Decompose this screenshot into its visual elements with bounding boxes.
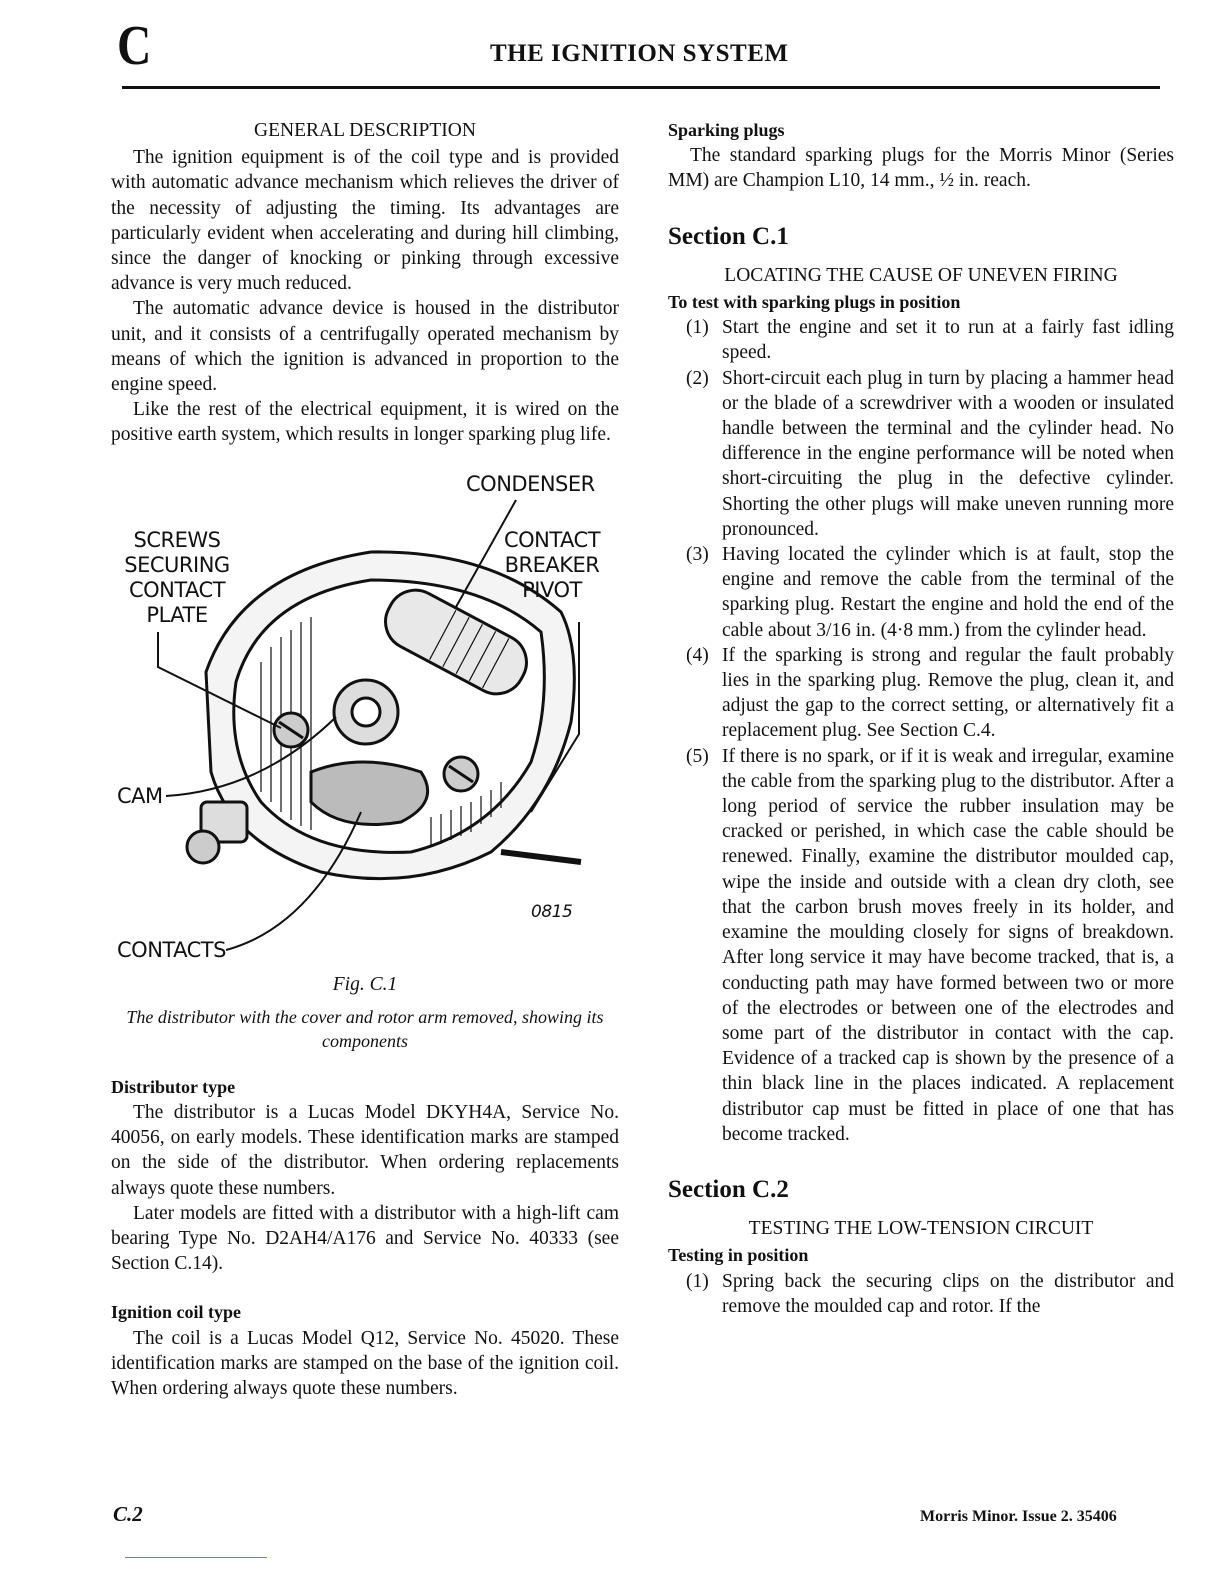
list-item (668, 366, 1174, 542)
header-rule (122, 86, 1160, 89)
list-item (668, 744, 1174, 1147)
label-screws-securing-contact-plate: SCREWS SECURING CONTACT PLATE (124, 527, 230, 627)
paragraph: The distributor is a Lucas Model DKYH4A, Service No. 40056, on early models. These identification marks are stamped on the side of the distributor. When ordering replacements always quote these numbers. (111, 1102, 619, 1199)
section-c2-subheading: Testing in position (668, 1245, 809, 1266)
section-c1-title: Section C.1 (668, 222, 789, 250)
step-number: (1) (686, 317, 709, 339)
label-condenser: CONDENSER (466, 471, 595, 496)
footer-rule (125, 1557, 267, 1558)
section-c2-title: Section C.2 (668, 1175, 789, 1203)
step-number: (3) (686, 544, 709, 566)
section-c1-subheading: To test with sparking plugs in position (668, 292, 961, 313)
step-number: (4) (686, 644, 709, 666)
paragraph: The coil is a Lucas Model Q12, Service No. 45020. These identification marks are stamped on the base of the ignition coil. When ordering always quote these numbers. (111, 1327, 619, 1400)
paragraph: The automatic advance device is housed in the distributor unit, and it consists of a centrifugally operated mechanism by means of which the ignition is advanced in proportion to the engine speed. (111, 298, 619, 396)
paragraph: The ignition equipment is of the coil type and is provided with automatic advance mechanism which relieves the driver of the necessity of adjusting the timing. Its advantages are particularly evident when accelerating and during hill climbing, since the danger of knocking or pinking through excessive advance is very much reduced. (111, 147, 619, 295)
step-text: Short-circuit each plug in turn by placing a hammer head or the blade of a screwdriver with a wooden or insulated handle between the terminal and the cylinder head. No difference in the engine performance will be noted when short-circuiting the plug in the defective cylinder. Shorting the other plugs will make uneven running more pronounced. (722, 367, 1174, 540)
list-item (668, 1269, 1174, 1319)
label-contact-breaker-pivot: CONTACT BREAKER PIVOT (503, 527, 601, 602)
distributor-figure (111, 472, 619, 962)
chapter-letter: C (117, 15, 152, 77)
step-text: If the sparking is strong and regular the fault probably lies in the sparking plug. Remove the plug, clean it, and adjust the gap to the correct setting, or alternatively fit a replacement plug. See Section C.4. (722, 644, 1174, 742)
step-number: (2) (686, 367, 709, 389)
ignition-coil-type-heading: Ignition coil type (111, 1302, 242, 1323)
step-number: (1) (686, 1270, 709, 1292)
list-item (668, 315, 1174, 365)
section-c2-heading: TESTING THE LOW-TENSION CIRCUIT (748, 1218, 1094, 1240)
step-text: Spring back the securing clips on the distributor and remove the moulded cap and rotor. If the (722, 1270, 1174, 1317)
step-number: (5) (686, 745, 709, 767)
paragraph: The standard sparking plugs for the Morris Minor (Series MM) are Champion L10, 14 mm., ½ in. reach. (668, 145, 1174, 192)
step-text: Having located the cylinder which is at fault, stop the engine and remove the cable from the terminal of the sparking plug. Restart the engine and hold the end of the cable about 3/16 in. (4·8 mm.) from the cylinder head. (722, 544, 1174, 641)
figure-number: Fig. C.1 (332, 973, 398, 995)
figure-ref-number: 0815 (531, 901, 573, 922)
general-description-heading: GENERAL DESCRIPTION (254, 120, 476, 141)
paragraph: Later models are fitted with a distributor with a high-lift cam bearing Type No. D2AH4/A176 and Service No. 40333 (see Section C.14). (111, 1202, 619, 1275)
edition-info: Morris Minor. Issue 2. 35406 (920, 1508, 1117, 1525)
section-c1-heading: LOCATING THE CAUSE OF UNEVEN FIRING (724, 264, 1118, 286)
sparking-plugs-heading: Sparking plugs (668, 120, 785, 140)
left-column (111, 118, 619, 1401)
page-title: THE IGNITION SYSTEM (490, 40, 789, 67)
list-item (668, 542, 1174, 643)
page-number: C.2 (113, 1502, 143, 1526)
figure-caption: The distributor with the cover and rotor arm removed, showing its components (126, 1006, 604, 1051)
section-c2-steps (668, 1269, 1174, 1319)
label-cam: CAM (117, 783, 163, 808)
section-c1-steps (668, 315, 1174, 1147)
right-column (668, 118, 1174, 1319)
list-item (668, 643, 1174, 744)
step-text: Start the engine and set it to run at a fairly fast idling speed. (722, 317, 1174, 364)
paragraph: Like the rest of the electrical equipment, it is wired on the positive earth system, which results in longer sparking plug life. (111, 399, 619, 446)
distributor-type-heading: Distributor type (111, 1076, 236, 1097)
label-contacts: CONTACTS (117, 937, 226, 962)
step-text: If there is no spark, or if it is weak and irregular, examine the cable from the sparking plug to the distributor. After a long period of service the rubber insulation may be cracked or perished, in which case the cable should be renewed. Finally, examine the distributor moulded cap, wipe the inside and outside with a clean dry cloth, see that the carbon brush moves freely in its holder, and examine the moulding closely for signs of breakdown. After long service it may have become tracked, that is, a conducting path may have formed between two or more of the electrodes or between one of the electrodes and some part of the distributor in contact with the cap. Evidence of a tracked cap is shown by the presence of a thin black line in the places indicated. A replacement distributor cap must be fitted in place of one that has become tracked. (722, 745, 1174, 1145)
